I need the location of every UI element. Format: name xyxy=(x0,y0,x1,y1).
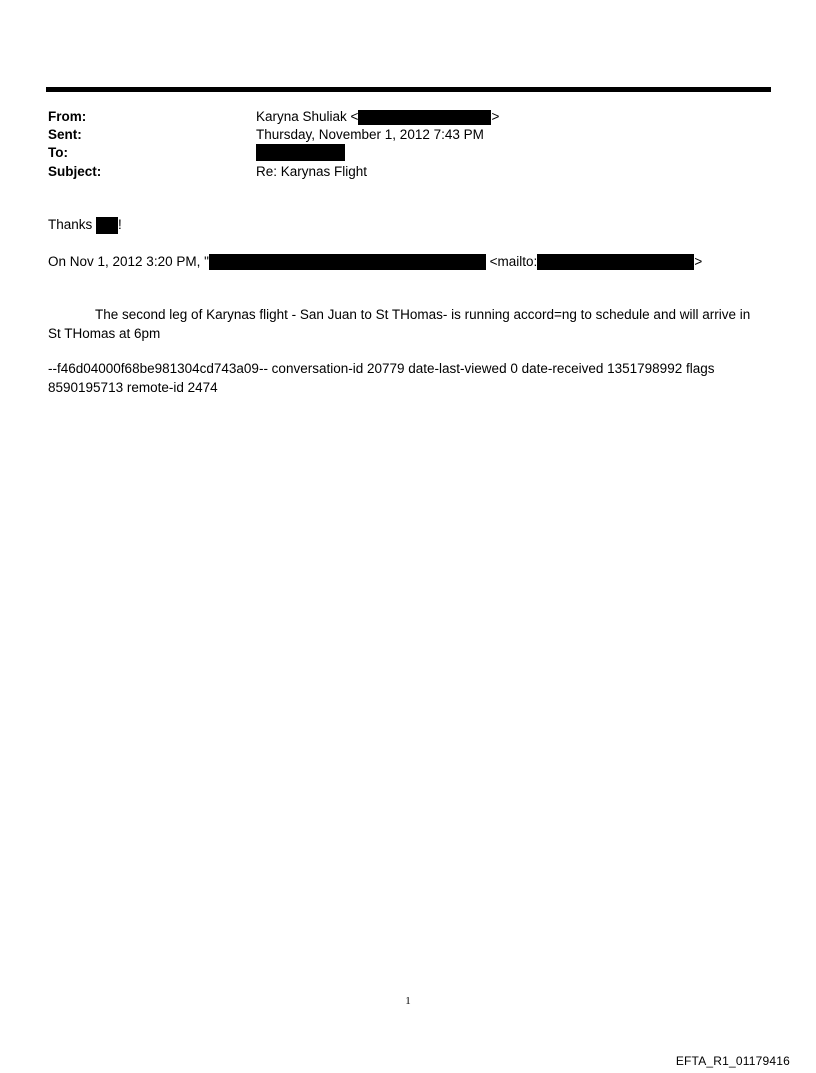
header-divider xyxy=(46,87,771,92)
redaction-quote-sender xyxy=(209,254,486,270)
from-close: > xyxy=(491,109,500,124)
from-label: From: xyxy=(48,109,87,124)
message-paragraph xyxy=(48,305,760,343)
quote-attribution xyxy=(48,253,702,271)
redaction-thanks-name xyxy=(96,217,118,234)
quote-mailto: <mailto: xyxy=(489,254,538,269)
sent-value: Thursday, November 1, 2012 7:43 PM xyxy=(256,127,484,142)
redaction-to-recipient xyxy=(256,144,345,161)
thanks-suffix: ! xyxy=(118,217,122,232)
subject-label: Subject: xyxy=(48,164,102,179)
quote-prefix: On Nov 1, 2012 3:20 PM, " xyxy=(48,254,209,269)
redaction-quote-email xyxy=(537,254,694,270)
bates-number: EFTA_R1_01179416 xyxy=(675,1054,790,1068)
from-value xyxy=(256,108,499,126)
from-name: Karyna Shuliak < xyxy=(256,109,359,124)
thanks-text: Thanks xyxy=(48,217,93,232)
thanks-line xyxy=(48,216,122,234)
to-label: To: xyxy=(48,145,68,160)
message-metadata: --f46d04000f68be981304cd743a09-- conversation-id 20779 date-last-viewed 0 date-received 1351798992 flags 8590195713 remote-id 2474 xyxy=(48,361,715,395)
message-text: The second leg of Karynas flight - San Juan to St THomas- is running accord=ng to schedule and will arrive in St THomas at 6pm xyxy=(48,307,751,341)
subject-value: Re: Karynas Flight xyxy=(256,164,368,179)
page-number: 1 xyxy=(405,995,411,1007)
quote-close: > xyxy=(694,254,703,269)
redaction-from-email xyxy=(358,110,491,125)
sent-label: Sent: xyxy=(48,127,82,142)
